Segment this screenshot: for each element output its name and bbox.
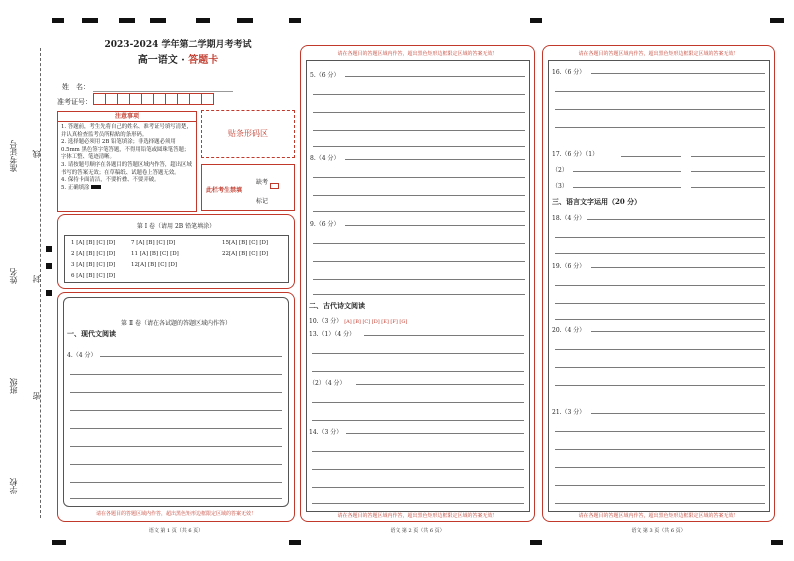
alignment-mark <box>119 18 135 23</box>
question-label: 21.（3 分） <box>552 409 586 416</box>
answer-line[interactable] <box>70 392 282 393</box>
alignment-mark <box>52 540 66 545</box>
answer-line[interactable] <box>555 127 765 128</box>
answer-line[interactable] <box>312 451 524 452</box>
part2-title: 第 Ⅱ 卷（请在各试题的答题区域内作答） <box>121 320 231 327</box>
answer-line[interactable] <box>312 487 524 488</box>
warning-text: 请在各题目的答题区域内作答，超出黑色矩形边框限定区域的答案无效！ <box>337 51 498 57</box>
choice-item[interactable]: 1 [A] [B] [C] [D] <box>71 240 116 246</box>
page-footer: 语文 第 2 页（共 6 页） <box>390 528 445 534</box>
column2-box <box>300 45 535 522</box>
alignment-mark <box>196 18 210 23</box>
page-footer: 语文 第 3 页（共 6 页） <box>631 528 686 534</box>
binding-mark-seal: 封 <box>32 275 41 283</box>
question-label: 4.（4 分） <box>67 352 97 359</box>
answer-line[interactable] <box>346 433 524 434</box>
answer-line[interactable] <box>70 482 282 483</box>
question-label: 19.（6 分） <box>552 263 586 270</box>
answer-line[interactable] <box>313 243 525 244</box>
absent-label: 此栏考生禁填 <box>206 187 243 194</box>
question-label: 13.（1）（4 分） <box>309 331 356 338</box>
answer-line[interactable] <box>345 225 525 226</box>
note-item: 5. 正确填涂 <box>61 185 193 193</box>
section-heading: 一、现代文阅读 <box>67 329 116 338</box>
warning-text: 请在各题目的答题区域内作答，超出黑色矩形边框限定区域的答案无效！ <box>578 513 739 519</box>
answer-line[interactable] <box>591 331 765 332</box>
choice-item[interactable]: 7 [A] [B] [C] [D] <box>131 240 176 246</box>
answer-line[interactable] <box>591 267 765 268</box>
id-label: 准考证号： <box>57 98 92 106</box>
answer-line[interactable] <box>555 449 765 450</box>
question-label: 5.（6 分） <box>310 72 340 79</box>
binding-label-class: 班级 <box>9 378 18 394</box>
alignment-mark <box>82 18 98 23</box>
choice-item[interactable]: 6 [A] [B] [C] [D] <box>71 273 116 279</box>
question-label: 16.（6 分） <box>552 69 586 76</box>
answer-line[interactable] <box>313 94 525 95</box>
answer-line[interactable] <box>312 353 524 354</box>
choice-item[interactable]: 15[A] [B] [C] [D] <box>222 240 269 246</box>
page-footer: 语文 第 1 页（共 6 页） <box>148 528 204 534</box>
answer-line[interactable] <box>312 469 524 470</box>
answer-line[interactable] <box>555 303 765 304</box>
note-item: 3. 请按题号顺序在各题目的答题区域内作答，超出区域书写的答案无效；在草稿纸、试题卷上答题无效。 <box>61 161 192 176</box>
side-mark <box>46 246 52 252</box>
answer-frame <box>548 60 770 512</box>
alignment-mark <box>52 18 64 23</box>
absent-mark-top: 缺考 <box>256 179 269 186</box>
answer-line[interactable] <box>312 402 524 403</box>
question-label: 17.（6 分）（1） <box>552 151 599 158</box>
binding-mark-secret: 密 <box>32 392 41 400</box>
choice-item[interactable]: 11 [A] [B] [C] [D] <box>131 251 179 257</box>
answer-line[interactable] <box>591 73 765 74</box>
answer-line[interactable] <box>312 503 524 504</box>
answer-line[interactable] <box>313 177 525 178</box>
binding-label-school: 学校 <box>9 478 18 494</box>
answer-line[interactable] <box>621 156 681 157</box>
answer-line[interactable] <box>573 187 681 188</box>
answer-line[interactable] <box>555 91 765 92</box>
exam-title: 2023-2024 学年第二学期月考考试 <box>104 40 252 50</box>
answer-line[interactable] <box>70 374 282 375</box>
question-label: （2）（4 分） <box>309 380 346 387</box>
answer-line[interactable] <box>691 187 765 188</box>
alignment-mark <box>771 540 783 545</box>
answer-line[interactable] <box>555 367 765 368</box>
answer-line[interactable] <box>555 285 765 286</box>
answer-line[interactable] <box>313 130 525 131</box>
answer-frame <box>63 297 289 507</box>
choice-item[interactable]: 12[A] [B] [C] [D] <box>131 262 178 268</box>
answer-line[interactable] <box>691 171 765 172</box>
alignment-mark <box>237 18 253 23</box>
part2-box <box>57 292 295 522</box>
warning-text: 请在各题目的答题区域内作答，超出黑色矩形边框限定区域的答案无效！ <box>95 511 256 517</box>
absent-mark-bottom: 标记 <box>256 198 269 205</box>
answer-line[interactable] <box>587 219 765 220</box>
alignment-mark <box>150 18 166 23</box>
answer-line[interactable] <box>70 446 282 447</box>
choice-item[interactable]: 22[A] [B] [C] [D] <box>222 251 269 257</box>
answer-line[interactable] <box>555 349 765 350</box>
answer-line[interactable] <box>555 237 765 238</box>
choice-item[interactable]: 2 [A] [B] [C] [D] <box>71 251 116 257</box>
alignment-mark <box>530 540 542 545</box>
name-label: 姓 名： <box>62 83 90 91</box>
question-label: 14.（3 分） <box>309 429 343 436</box>
note-item: 2. 选择题必须用 2B 铅笔填涂；非选择题必须用 0.5mm 黑色签字笔答题，不得用铅笔或圆珠笔答题；字体工整、笔迹清晰。 <box>61 139 190 161</box>
notes-title: 注意事项 <box>58 112 196 122</box>
section-heading: 二、古代诗文阅读 <box>309 301 365 310</box>
question-label: 20.（4 分） <box>552 327 586 334</box>
absent-checkbox[interactable] <box>270 183 279 189</box>
answer-line[interactable] <box>70 428 282 429</box>
answer-line[interactable] <box>555 485 765 486</box>
alignment-mark <box>770 18 784 23</box>
answer-line[interactable] <box>555 431 765 432</box>
alignment-mark <box>289 540 301 545</box>
absent-box <box>201 164 295 211</box>
answer-line[interactable] <box>312 371 524 372</box>
warning-text: 请在各题目的答题区域内作答，超出黑色矩形边框限定区域的答案无效！ <box>578 51 739 57</box>
warning-text: 请在各题目的答题区域内作答，超出黑色矩形边框限定区域的答案无效！ <box>337 513 498 519</box>
question-label: （2） <box>552 167 568 174</box>
alignment-mark <box>530 18 542 23</box>
answer-line[interactable] <box>555 503 765 504</box>
answer-line[interactable] <box>70 498 282 499</box>
answer-line[interactable] <box>70 464 282 465</box>
note-item: 1. 答题前，考生先将自己的姓名、准考证号填写清楚，并认真检查监考员所粘贴的条形码。 <box>61 124 192 138</box>
part1-title: 第 Ⅰ 卷（请用 2B 铅笔填涂） <box>136 223 216 230</box>
name-field[interactable] <box>93 91 233 92</box>
barcode-area <box>201 110 295 158</box>
answer-line[interactable] <box>313 211 525 212</box>
answer-line[interactable] <box>356 384 524 385</box>
binding-line <box>40 48 41 518</box>
note-item: 4. 保持卡面清洁，不要折叠、不要弄破。 <box>61 177 160 184</box>
answer-line[interactable] <box>313 112 525 113</box>
notes-box <box>57 111 197 212</box>
column3-box <box>542 45 775 522</box>
answer-line[interactable] <box>591 413 765 414</box>
id-cells[interactable] <box>93 93 213 105</box>
binding-mark-line: 线 <box>32 150 41 158</box>
answer-line[interactable] <box>573 171 681 172</box>
choice-item[interactable]: 3 [A] [B] [C] [D] <box>71 262 116 268</box>
answer-line[interactable] <box>313 279 525 280</box>
answer-line[interactable] <box>312 420 524 421</box>
section-heading: 三、语言文字运用（20 分） <box>552 197 642 206</box>
exam-subtitle: 高一语文 · 答题卡 <box>137 55 219 66</box>
section2-area <box>306 296 530 512</box>
answer-line[interactable] <box>100 356 282 357</box>
q10-options[interactable]: [A] [B] [C] [D] [E] [F] [G] <box>344 319 408 325</box>
answer-line[interactable] <box>555 319 765 320</box>
answer-line[interactable] <box>555 385 765 386</box>
side-mark <box>46 263 52 269</box>
answer-line[interactable] <box>70 410 282 411</box>
answer-line[interactable] <box>555 467 765 468</box>
answer-line[interactable] <box>345 76 525 77</box>
answer-line[interactable] <box>313 146 525 147</box>
question-label: （3） <box>552 183 568 190</box>
binding-label-name: 姓名 <box>9 268 18 284</box>
answer-line[interactable] <box>313 261 525 262</box>
side-mark <box>46 290 52 296</box>
barcode-label: 贴条形码区 <box>228 129 268 138</box>
question-label: 18.（4 分） <box>552 215 586 222</box>
question-label: 9.（6 分） <box>310 221 340 228</box>
part1-box <box>57 214 295 289</box>
answer-line[interactable] <box>313 195 525 196</box>
answer-line[interactable] <box>364 335 524 336</box>
answer-line[interactable] <box>555 253 765 254</box>
question-label: 8.（4 分） <box>310 155 340 162</box>
question-label: 10.（3 分） [A] [B] [C] [D] [E] [F] [G] <box>309 318 408 325</box>
alignment-mark <box>289 18 301 23</box>
answer-line[interactable] <box>345 159 525 160</box>
answer-line[interactable] <box>691 156 765 157</box>
answer-line[interactable] <box>313 294 525 295</box>
answer-line[interactable] <box>555 109 765 110</box>
choice-grid <box>64 235 289 283</box>
binding-label-id: 准考证号 <box>9 140 18 172</box>
